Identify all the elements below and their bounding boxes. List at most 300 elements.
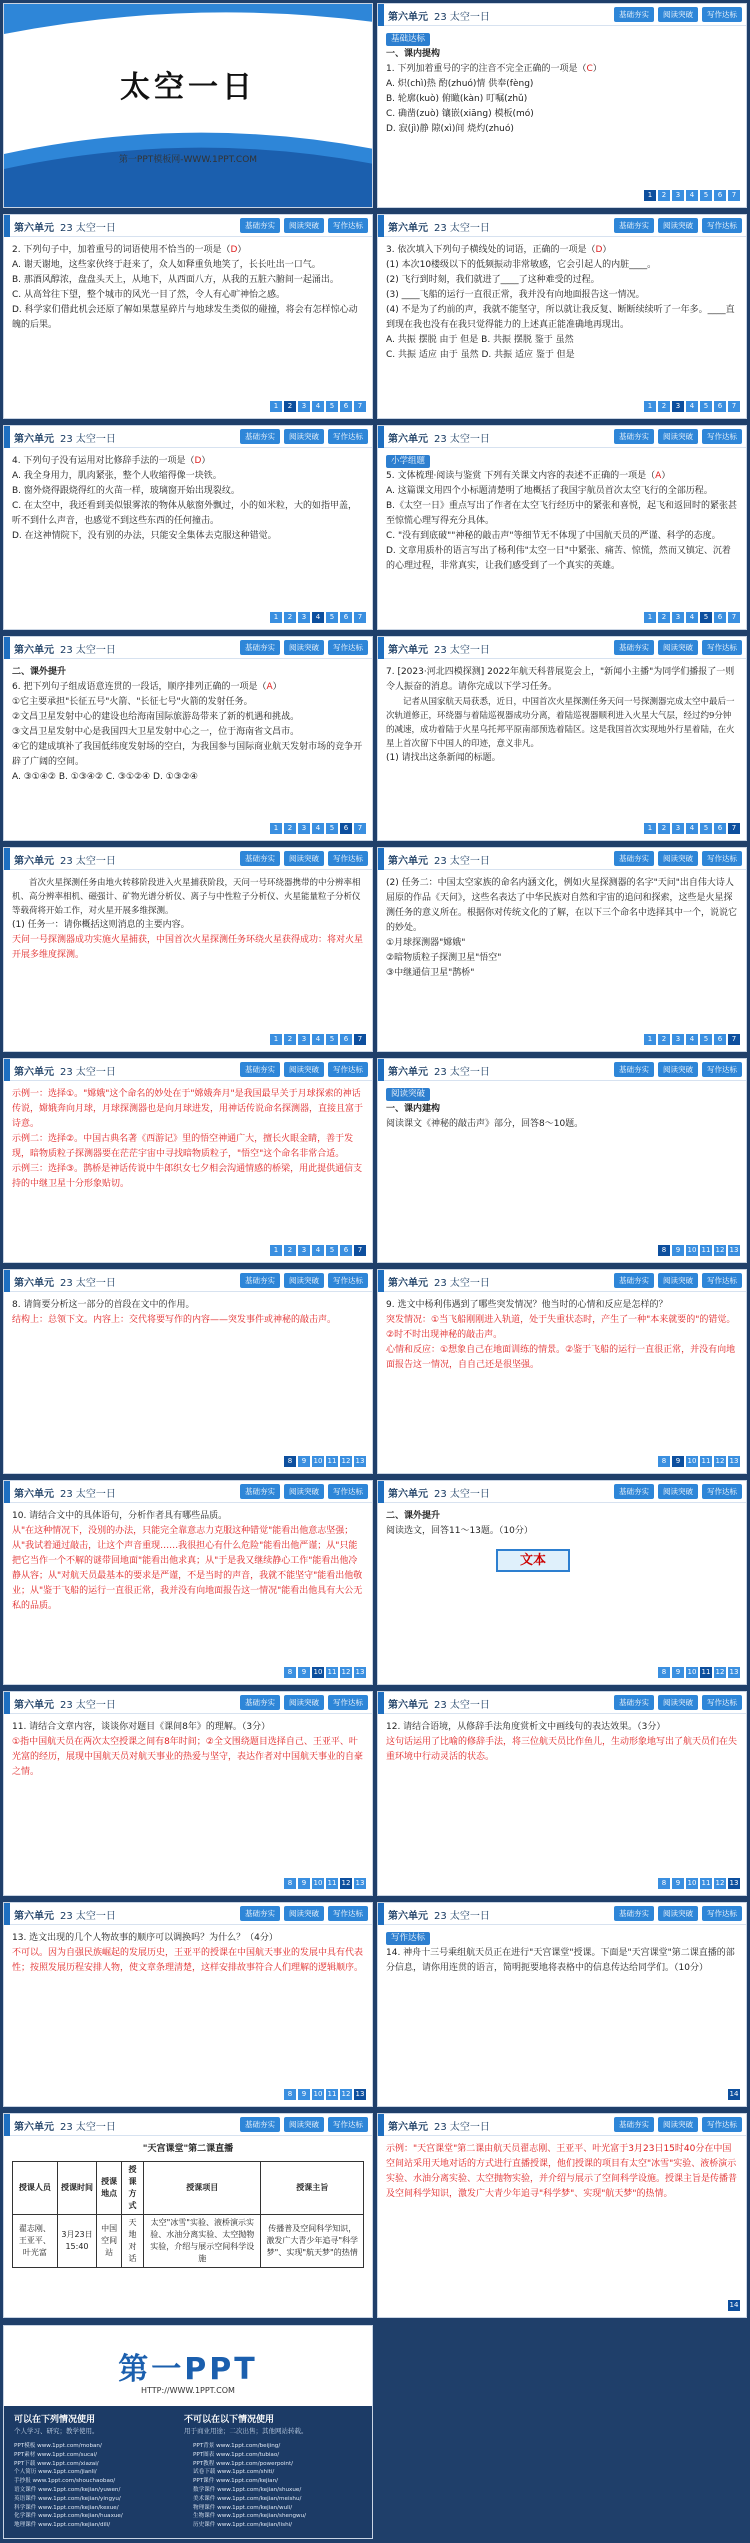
page-number-button[interactable]: 8 — [284, 1456, 296, 1467]
nav-button-3[interactable]: 写作达标 — [328, 640, 368, 655]
nav-button-3[interactable]: 写作达标 — [328, 1906, 368, 1921]
question-text: 9. 选文中杨利伟遇到了哪些突发情况？他当时的心情和反应是怎样的？ — [386, 1300, 668, 1310]
nav-button-3[interactable]: 写作达标 — [702, 640, 742, 655]
unit-label: 第六单元 — [14, 1067, 54, 1078]
reading-passage: 首次火星探测任务由地火转移阶段进入火星捕获阶段，天问一号环绕器携带的中分辨率相机、高分辨率相机、磁强计、矿物光谱分析仪、离子与中性粒子分析仪、火星能量粒子分析仪等载荷将开始工作，对火星开展多维探测。 — [12, 878, 361, 916]
page-number-button[interactable]: 4 — [686, 823, 698, 834]
page-number-button[interactable]: 10 — [313, 1457, 323, 1465]
slide-10[interactable] — [377, 847, 747, 1052]
nav-button-3[interactable]: 写作达标 — [702, 1695, 742, 1710]
page-number-button[interactable]: 1 — [270, 401, 282, 412]
question-text: C. 从高耸往下望，整个城市的风光一目了然，令人有心旷神怡之感。 — [12, 290, 286, 300]
page-number-button[interactable]: 10 — [687, 1668, 697, 1676]
question-text: 8. 请简要分析这一部分的首段在文中的作用。 — [12, 1300, 195, 1310]
page-number-button[interactable]: 4 — [312, 612, 324, 623]
nav-button-2[interactable]: 阅读突破 — [284, 218, 324, 233]
lesson-label: 23 太空一日 — [434, 12, 490, 23]
nav-button-1[interactable]: 基础夯实 — [614, 7, 654, 22]
page-number-button[interactable]: 14 — [729, 2090, 739, 2098]
slide-6[interactable] — [377, 425, 747, 630]
nav-button-1[interactable]: 基础夯实 — [240, 429, 280, 444]
resource-link[interactable]: 数学课件 www.1ppt.com/kejian/shuxue/ — [193, 2486, 302, 2493]
page-number-button[interactable]: 9 — [298, 1878, 310, 1889]
resource-link[interactable]: 物理课件 www.1ppt.com/kejian/wuli/ — [193, 2504, 293, 2511]
slide-21[interactable] — [3, 2113, 373, 2318]
page-number-button[interactable]: 2 — [284, 1034, 296, 1045]
question-text: 6. 把下列句子组成语意连贯的一段话，顺序排列正确的一项是（ — [12, 682, 267, 692]
page-number-button[interactable]: 14 — [729, 2301, 739, 2309]
slide-19[interactable] — [3, 1902, 373, 2107]
nav-button-2[interactable]: 阅读突破 — [658, 851, 698, 866]
page-number-button[interactable]: 4 — [686, 612, 698, 623]
header-accent-bar — [4, 1270, 10, 1292]
slide-13[interactable] — [3, 1269, 373, 1474]
slide-body — [386, 1087, 738, 1132]
page-number-button[interactable]: 2 — [658, 1034, 670, 1045]
nav-button-1[interactable]: 基础夯实 — [614, 1695, 654, 1710]
slide-20[interactable] — [377, 1902, 747, 2107]
slide-7[interactable] — [3, 636, 373, 841]
page-number-button[interactable]: 7 — [728, 612, 740, 623]
page-number-button[interactable]: 9 — [672, 1456, 684, 1467]
page-number-button[interactable]: 12 — [715, 1668, 725, 1676]
question-text: (2) 任务二：中国太空家族的命名内涵文化，例如火星探测器的名字"天问"出自伟大诗人屈原的作品《天问》，这些名表达了中华民族对自然和宇宙的追问和探索，这些是火星探测任务的意义所在。根据你对传统文化的了解，在以下三个命名中选择其中一个，说说它的妙处。 — [386, 878, 738, 933]
page-number-button[interactable]: 3 — [298, 612, 310, 623]
unit-title — [388, 852, 490, 867]
nav-button-3[interactable]: 写作达标 — [328, 2117, 368, 2132]
table-header-row — [13, 2162, 364, 2215]
slide-body — [12, 876, 364, 963]
page-number-button[interactable]: 4 — [312, 1034, 324, 1045]
cover-wave-graphic — [4, 4, 373, 208]
cover-slide[interactable] — [3, 3, 373, 208]
page-number-button[interactable]: 13 — [355, 1879, 365, 1887]
nav-button-3[interactable]: 写作达标 — [702, 851, 742, 866]
page-number-button[interactable]: 5 — [700, 612, 712, 623]
nav-button-2[interactable]: 阅读突破 — [284, 1062, 324, 1077]
forbidden-title: 不可以在以下情况使用 — [184, 2415, 275, 2425]
page-number-button[interactable]: 10 — [687, 1246, 697, 1254]
unit-label: 第六单元 — [388, 856, 428, 867]
nav-button-2[interactable]: 阅读突破 — [284, 640, 324, 655]
resource-link[interactable]: 英语课件 www.1ppt.com/kejian/yingyu/ — [14, 2495, 121, 2502]
nav-button-3[interactable]: 写作达标 — [328, 1062, 368, 1077]
page-number-button[interactable]: 6 — [714, 190, 726, 201]
nav-button-1[interactable]: 基础夯实 — [614, 1906, 654, 1921]
question-text: C. 确凿(zuò) 镶嵌(xiāng) 模板(mó) — [386, 109, 534, 119]
page-number-button[interactable]: 6 — [340, 823, 352, 834]
page-number-button[interactable]: 12 — [341, 1668, 351, 1676]
unit-label: 第六单元 — [388, 1911, 428, 1922]
page-number-button[interactable]: 5 — [326, 823, 338, 834]
slide-12[interactable] — [377, 1058, 747, 1263]
resource-link[interactable]: PPT教程 www.1ppt.com/powerpoint/ — [193, 2460, 294, 2467]
question-text: B. 那酒风醇浓，盘盘头天上，从地下，从西面八方，从我的五脏六腑间一起涌出。 — [12, 275, 339, 285]
nav-button-3[interactable]: 写作达标 — [328, 851, 368, 866]
page-pager — [284, 1456, 366, 1467]
nav-button-3[interactable]: 写作达标 — [702, 218, 742, 233]
page-number-button[interactable]: 11 — [327, 1668, 337, 1676]
question-line — [386, 966, 738, 981]
resource-link[interactable]: 个人简历 www.1ppt.com/jianli/ — [14, 2469, 97, 2476]
page-number-button[interactable]: 6 — [714, 612, 726, 623]
unit-label: 第六单元 — [388, 1067, 428, 1078]
page-number-button[interactable]: 5 — [700, 823, 712, 834]
page-number-button[interactable]: 6 — [340, 401, 352, 412]
answer-text: 天问一号探测器成功实施火星捕获，中国首次火星探测任务环绕火星获得成功：将对火星开展多维度探测。 — [12, 935, 364, 960]
nav-button-2[interactable]: 阅读突破 — [658, 1906, 698, 1921]
nav-button-1[interactable]: 基础夯实 — [240, 1695, 280, 1710]
nav-button-1[interactable]: 基础夯实 — [614, 218, 654, 233]
nav-button-2[interactable]: 阅读突破 — [658, 2117, 698, 2132]
page-number-button[interactable]: 8 — [284, 1878, 296, 1889]
page-number-button[interactable]: 3 — [672, 401, 684, 412]
table-cell: 中国空间站 — [97, 2215, 122, 2268]
resource-link[interactable]: 语文课件 www.1ppt.com/kejian/yuwen/ — [14, 2486, 121, 2493]
nav-button-2[interactable]: 阅读突破 — [658, 1695, 698, 1710]
page-number-button[interactable]: 12 — [715, 1879, 725, 1887]
nav-button-2[interactable]: 阅读突破 — [284, 1695, 324, 1710]
page-number-button[interactable]: 4 — [312, 1245, 324, 1256]
page-number-button[interactable]: 7 — [354, 401, 366, 412]
resource-link[interactable]: 地理课件 www.1ppt.com/kejian/dili/ — [14, 2522, 111, 2529]
page-number-button[interactable]: 1 — [644, 401, 656, 412]
page-number-button[interactable]: 8 — [658, 1667, 670, 1678]
page-number-button[interactable]: 7 — [728, 823, 740, 834]
page-number-button[interactable]: 9 — [672, 1878, 684, 1889]
nav-button-3[interactable]: 写作达标 — [328, 1695, 368, 1710]
nav-button-3[interactable]: 写作达标 — [328, 1484, 368, 1499]
nav-button-2[interactable]: 阅读突破 — [658, 429, 698, 444]
page-number-button[interactable]: 5 — [700, 190, 712, 201]
nav-button-2[interactable]: 阅读突破 — [658, 1273, 698, 1288]
table-header-cell: 授课主旨 — [261, 2162, 364, 2215]
slide-18[interactable] — [377, 1691, 747, 1896]
resource-link[interactable]: 手抄报 www.1ppt.com/shouchaobao/ — [14, 2478, 116, 2485]
page-number-button[interactable]: 12 — [341, 1457, 351, 1465]
page-number-button[interactable]: 10 — [313, 1879, 323, 1887]
page-number-button[interactable]: 10 — [687, 1457, 697, 1465]
nav-button-3[interactable]: 写作达标 — [702, 1273, 742, 1288]
page-number-button[interactable]: 1 — [644, 612, 656, 623]
resource-link[interactable]: 历史课件 www.1ppt.com/kejian/lishi/ — [193, 2522, 293, 2529]
page-number-button[interactable]: 5 — [326, 1034, 338, 1045]
allowed-text: 个人学习、研究；教学使用。 — [14, 2427, 99, 2435]
nav-button-2[interactable]: 阅读突破 — [658, 7, 698, 22]
slide-4[interactable] — [377, 214, 747, 419]
page-number-button[interactable]: 7 — [728, 401, 740, 412]
page-number-button[interactable]: 13 — [729, 1668, 739, 1676]
slide-body — [386, 454, 738, 574]
page-number-button[interactable]: 1 — [644, 823, 656, 834]
nav-button-2[interactable]: 阅读突破 — [284, 1484, 324, 1499]
nav-button-2[interactable]: 阅读突破 — [284, 2117, 324, 2132]
page-number-button[interactable]: 7 — [354, 823, 366, 834]
unit-title — [14, 2118, 116, 2133]
slide-14[interactable] — [377, 1269, 747, 1474]
question-text: (1) 任务一：请你概括这则消息的主要内容。 — [12, 920, 190, 930]
page-number-button[interactable]: 1 — [270, 612, 282, 623]
nav-button-3[interactable]: 写作达标 — [328, 429, 368, 444]
page-number-button[interactable]: 13 — [355, 1457, 365, 1465]
resource-link[interactable]: 试卷下载 www.1ppt.com/shiti/ — [193, 2469, 275, 2476]
page-number-button[interactable]: 8 — [284, 2089, 296, 2100]
lesson-label: 23 太空一日 — [60, 645, 116, 656]
page-number-button[interactable]: 8 — [284, 1667, 296, 1678]
page-number-button[interactable]: 7 — [728, 1034, 740, 1045]
question-line — [386, 469, 738, 484]
page-number-button[interactable]: 6 — [340, 1245, 352, 1256]
page-number-button[interactable]: 3 — [298, 823, 310, 834]
page-number-button[interactable]: 2 — [658, 612, 670, 623]
question-line — [386, 303, 738, 333]
question-line — [386, 243, 738, 258]
section-nav — [614, 1695, 742, 1710]
slide-22[interactable] — [377, 2113, 747, 2318]
page-number-button[interactable]: 3 — [672, 190, 684, 201]
resource-link[interactable]: 科学课件 www.1ppt.com/kejian/kexue/ — [14, 2504, 119, 2511]
page-number-button[interactable]: 2 — [658, 823, 670, 834]
resource-link[interactable]: PPT背景 www.1ppt.com/beijing/ — [193, 2443, 281, 2449]
resource-link[interactable]: PPT课件 www.1ppt.com/kejian/ — [193, 2478, 279, 2485]
slide-8[interactable] — [377, 636, 747, 841]
page-number-button[interactable]: 4 — [686, 190, 698, 201]
page-number-button[interactable]: 8 — [658, 1456, 670, 1467]
section-tag: 写作达标 — [386, 1932, 430, 1945]
nav-button-1[interactable]: 基础夯实 — [240, 218, 280, 233]
page-number-button[interactable]: 2 — [658, 401, 670, 412]
page-number-button[interactable]: 3 — [298, 1245, 310, 1256]
page-number-button[interactable]: 10 — [313, 1668, 323, 1676]
question-line — [12, 243, 364, 258]
page-number-button[interactable]: 2 — [284, 1245, 296, 1256]
page-number-button[interactable]: 10 — [687, 1879, 697, 1887]
page-number-button[interactable]: 12 — [341, 2090, 351, 2098]
nav-button-2[interactable]: 阅读突破 — [284, 851, 324, 866]
page-number-button[interactable]: 3 — [672, 1034, 684, 1045]
nav-button-3[interactable]: 写作达标 — [702, 429, 742, 444]
nav-button-3[interactable]: 写作达标 — [328, 1273, 368, 1288]
nav-button-1[interactable]: 基础夯实 — [240, 640, 280, 655]
page-number-button[interactable]: 11 — [327, 1457, 337, 1465]
slide-header — [4, 2114, 372, 2136]
page-pager — [658, 1456, 740, 1467]
page-number-button[interactable]: 11 — [701, 1457, 711, 1465]
nav-button-2[interactable]: 阅读突破 — [658, 640, 698, 655]
nav-button-1[interactable]: 基础夯实 — [240, 1484, 280, 1499]
resource-link[interactable]: 化学课件 www.1ppt.com/kejian/huaxue/ — [14, 2513, 123, 2520]
slide-17[interactable] — [3, 1691, 373, 1896]
page-number-button[interactable]: 11 — [327, 1879, 337, 1887]
slide-15[interactable] — [3, 1480, 373, 1685]
page-number-button[interactable]: 9 — [672, 1667, 684, 1678]
page-number-button[interactable]: 4 — [686, 401, 698, 412]
question-text: ①它主要承担"长征五号"火箭、"长征七号"火箭的发射任务。 — [12, 697, 253, 707]
question-line — [12, 258, 364, 273]
section-nav — [614, 851, 742, 866]
slide-header — [378, 1270, 746, 1292]
slide-16[interactable] — [377, 1480, 747, 1685]
nav-button-3[interactable]: 写作达标 — [702, 1906, 742, 1921]
page-number-button[interactable]: 1 — [270, 1034, 282, 1045]
page-number-button[interactable]: 10 — [313, 2090, 323, 2098]
page-number-button[interactable]: 2 — [284, 823, 296, 834]
slide-3[interactable] — [3, 214, 373, 419]
resource-link[interactable]: PPT下载 www.1ppt.com/xiazai/ — [14, 2460, 99, 2467]
page-number-button[interactable]: 9 — [298, 1667, 310, 1678]
page-number-button[interactable]: 9 — [298, 1456, 310, 1467]
nav-button-1[interactable]: 基础夯实 — [614, 2117, 654, 2132]
nav-button-3[interactable]: 写作达标 — [702, 1484, 742, 1499]
page-number-button[interactable]: 5 — [700, 401, 712, 412]
page-number-button[interactable]: 8 — [658, 1245, 670, 1256]
page-number-button[interactable]: 1 — [644, 1034, 656, 1045]
page-number-button[interactable]: 12 — [715, 1246, 725, 1254]
answer-text: 突发情况：①当飞船刚刚进入轨道，处于失重状态时，产生了一种"本来就要的"的错觉。②时不时出现神秘的敲击声。 — [386, 1315, 736, 1340]
page-number-button[interactable]: 13 — [729, 1457, 739, 1465]
nav-button-1[interactable]: 基础夯实 — [240, 1273, 280, 1288]
nav-button-2[interactable]: 阅读突破 — [658, 1484, 698, 1499]
unit-label: 第六单元 — [388, 223, 428, 234]
page-number-button[interactable]: 5 — [326, 401, 338, 412]
question-text: ①月球探测器"嫦娥" — [386, 938, 466, 948]
question-text: D. 寂(jì)静 隙(xì)间 烧灼(zhuó) — [386, 124, 514, 134]
nav-button-1[interactable]: 基础夯实 — [240, 2117, 280, 2132]
section-heading: 一、课内提构 — [386, 49, 441, 59]
page-number-button[interactable]: 2 — [284, 401, 296, 412]
page-number-button[interactable]: 4 — [312, 823, 324, 834]
text-link-button[interactable]: 文本 — [496, 1549, 570, 1572]
resource-link[interactable]: 生物课件 www.1ppt.com/kejian/shengwu/ — [193, 2513, 307, 2520]
page-number-button[interactable]: 5 — [326, 1245, 338, 1256]
page-number-button[interactable]: 9 — [298, 2089, 310, 2100]
page-number-button[interactable]: 3 — [298, 401, 310, 412]
answer-text: 示例一：选择①。"嫦娥"这个命名的妙处在于"嫦娥奔月"是我国最早关于月球探索的神话传说，嫦娥奔向月球，月球探测器也是向月球进发，用神话传说命名探测器，直接且富于诗意。 — [12, 1089, 364, 1129]
resource-link[interactable]: PPT模板 www.1ppt.com/moban/ — [14, 2443, 102, 2449]
question-tail: ） — [661, 471, 671, 481]
nav-button-1[interactable]: 基础夯实 — [614, 851, 654, 866]
resource-link[interactable]: PPT素材 www.1ppt.com/sucai/ — [14, 2451, 97, 2458]
page-number-button[interactable]: 6 — [714, 1034, 726, 1045]
page-number-button[interactable]: 13 — [355, 2090, 365, 2098]
nav-button-2[interactable]: 阅读突破 — [658, 1062, 698, 1077]
section-nav — [240, 851, 368, 866]
table-cell: 太空"冰雪"实验、液桥演示实验、水油分离实验、太空抛物实验，介绍与展示空间科学设施 — [144, 2215, 261, 2268]
lesson-label: 23 太空一日 — [60, 1700, 116, 1711]
page-number-button[interactable]: 11 — [701, 1668, 711, 1676]
page-number-button[interactable]: 7 — [354, 1034, 366, 1045]
page-number-button[interactable]: 2 — [658, 190, 670, 201]
page-number-button[interactable]: 13 — [729, 1879, 739, 1887]
page-number-button[interactable]: 1 — [270, 823, 282, 834]
lesson-label: 23 太空一日 — [60, 1067, 116, 1078]
page-number-button[interactable]: 6 — [714, 401, 726, 412]
nav-button-2[interactable]: 阅读突破 — [284, 1906, 324, 1921]
page-number-button[interactable]: 5 — [700, 1034, 712, 1045]
page-number-button[interactable]: 13 — [729, 1246, 739, 1254]
page-number-button[interactable]: 5 — [326, 612, 338, 623]
nav-button-3[interactable]: 写作达标 — [702, 2117, 742, 2132]
page-number-button[interactable]: 9 — [672, 1245, 684, 1256]
resource-link[interactable]: PPT图表 www.1ppt.com/tubiao/ — [193, 2451, 280, 2458]
slide-9[interactable] — [3, 847, 373, 1052]
page-number-button[interactable]: 3 — [672, 823, 684, 834]
slide-header — [378, 637, 746, 659]
nav-button-2[interactable]: 阅读突破 — [284, 1273, 324, 1288]
page-number-button[interactable]: 11 — [327, 2090, 337, 2098]
nav-button-1[interactable]: 基础夯实 — [240, 1062, 280, 1077]
nav-button-1[interactable]: 基础夯实 — [614, 1484, 654, 1499]
nav-button-1[interactable]: 基础夯实 — [614, 1273, 654, 1288]
header-accent-bar — [378, 848, 384, 870]
page-number-button[interactable]: 1 — [270, 1245, 282, 1256]
slide-2[interactable] — [377, 3, 747, 208]
answer-text: 心情和反应：①想象自己在地面训练的情景。②鉴于飞船的运行一直很正常，并没有向地面报告这一情况，自自己还是很坚强。 — [386, 1345, 736, 1370]
nav-button-3[interactable]: 写作达标 — [702, 7, 742, 22]
header-accent-bar — [4, 848, 10, 870]
nav-button-2[interactable]: 阅读突破 — [284, 429, 324, 444]
nav-button-1[interactable]: 基础夯实 — [614, 429, 654, 444]
unit-title — [14, 430, 116, 445]
page-number-button[interactable]: 6 — [340, 612, 352, 623]
question-text: A. ③①④② B. ①③④② C. ③①②④ D. ①③②④ — [12, 772, 198, 782]
question-line — [12, 273, 364, 288]
table-cell: 传播普及空间科学知识，激发广大青少年追寻"科学梦"、实现"航天梦"的热情 — [261, 2215, 364, 2268]
header-accent-bar — [4, 1903, 10, 1925]
page-number-button[interactable]: 11 — [701, 1879, 711, 1887]
page-number-button[interactable]: 13 — [355, 1668, 365, 1676]
nav-button-1[interactable]: 基础夯实 — [614, 640, 654, 655]
unit-title — [14, 1063, 116, 1078]
nav-button-3[interactable]: 写作达标 — [328, 218, 368, 233]
nav-button-1[interactable]: 基础夯实 — [240, 1906, 280, 1921]
resource-link[interactable]: 美术课件 www.1ppt.com/kejian/meishu/ — [193, 2495, 302, 2502]
page-pager — [270, 612, 366, 623]
page-number-button[interactable]: 2 — [284, 612, 296, 623]
lesson-label: 23 太空一日 — [434, 2122, 490, 2133]
page-number-button[interactable]: 12 — [341, 1879, 351, 1887]
page-number-button[interactable]: 1 — [644, 190, 656, 201]
page-number-button[interactable]: 4 — [312, 401, 324, 412]
question-text: ④它的建成填补了我国低纬度发射场的空白，为我国参与国际商业航天发射市场的竞争开辟了广阔的空间。 — [12, 742, 363, 767]
page-number-button[interactable]: 7 — [354, 1245, 366, 1256]
question-line — [12, 303, 364, 333]
page-number-button[interactable]: 11 — [701, 1246, 711, 1254]
page-number-button[interactable]: 7 — [728, 190, 740, 201]
nav-button-1[interactable]: 基础夯实 — [614, 1062, 654, 1077]
page-number-button[interactable]: 6 — [714, 823, 726, 834]
nav-button-1[interactable]: 基础夯实 — [240, 851, 280, 866]
page-number-button[interactable]: 4 — [686, 1034, 698, 1045]
slide-header — [4, 848, 372, 870]
slide-11[interactable] — [3, 1058, 373, 1263]
slide-5[interactable] — [3, 425, 373, 630]
promo-band — [4, 2406, 372, 2538]
page-number-button[interactable]: 8 — [658, 1878, 670, 1889]
page-number-button[interactable]: 3 — [298, 1034, 310, 1045]
page-number-button[interactable]: 12 — [715, 1457, 725, 1465]
page-number-button[interactable]: 7 — [354, 612, 366, 623]
slide-header — [4, 1903, 372, 1925]
page-pager — [270, 823, 366, 834]
nav-button-3[interactable]: 写作达标 — [702, 1062, 742, 1077]
lesson-label: 23 太空一日 — [434, 645, 490, 656]
page-number-button[interactable]: 6 — [340, 1034, 352, 1045]
section-tag: 阅读突破 — [386, 1088, 430, 1101]
page-number-button[interactable]: 3 — [672, 612, 684, 623]
page-pager — [644, 612, 740, 623]
nav-button-2[interactable]: 阅读突破 — [658, 218, 698, 233]
